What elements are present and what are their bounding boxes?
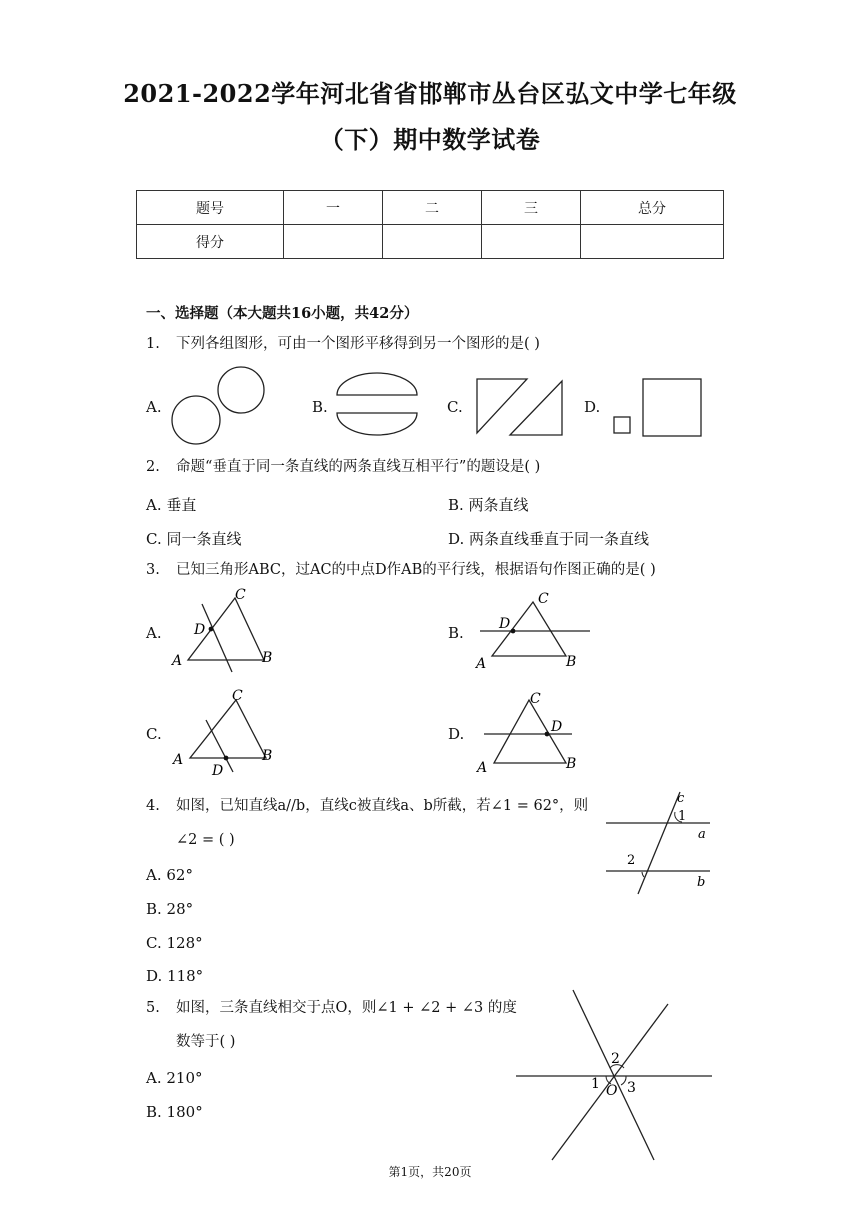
question-number: 2. <box>146 459 160 475</box>
angle-3-arc <box>621 1076 626 1085</box>
section-heading: 一、选择题（本大题共16小题，共42分） <box>146 305 419 322</box>
diagonal-line-2 <box>552 1004 668 1160</box>
score-cell <box>383 225 482 259</box>
angle-2-arc <box>642 872 644 877</box>
question-number: 1. <box>146 336 160 352</box>
option-label: B. 28° <box>146 900 194 918</box>
triangle-abc <box>190 700 266 758</box>
score-table-score-row <box>137 225 724 259</box>
option-label: A. 210° <box>146 1069 203 1087</box>
score-header-cell: 总分 <box>581 191 724 225</box>
option-label: B. <box>448 624 464 642</box>
label-d: D <box>551 719 563 735</box>
page-footer: 第1页，共20页 <box>388 1165 472 1179</box>
label-d: D <box>194 622 206 638</box>
q3-option-b-figure <box>472 586 594 676</box>
label-c: C <box>232 688 243 704</box>
q3-option-c-figure <box>170 686 282 778</box>
semicircle-shape <box>337 373 417 395</box>
option-label: D. <box>448 725 465 743</box>
question-text: 如图，已知直线a//b，直线c被直线a、b所截，若∠1 = 62°，则 <box>176 798 589 814</box>
label-a: A <box>477 760 488 776</box>
label-o: O <box>606 1083 618 1099</box>
question-number: 4. <box>146 798 160 814</box>
label-a: a <box>698 827 706 842</box>
label-angle-2: 2 <box>611 1051 620 1067</box>
label-b: b <box>697 875 706 890</box>
q3-option-a-figure <box>168 584 280 676</box>
question-text: 下列各组图形，可由一个图形平移得到另一个图形的是( ) <box>176 336 540 352</box>
label-d: D <box>212 763 224 778</box>
label-b: B <box>566 654 577 670</box>
point-d <box>511 629 516 634</box>
q1-option-b-figure <box>334 369 420 441</box>
label-a: A <box>173 752 184 768</box>
option-label: C. 同一条直线 <box>146 530 242 548</box>
label-b: B <box>566 756 577 772</box>
question-number: 5. <box>146 1000 160 1016</box>
score-header-cell: 一 <box>284 191 383 225</box>
question-text-cont: ∠2 = ( ) <box>176 832 235 848</box>
label-angle-1: 1 <box>678 809 687 824</box>
option-label: A. 62° <box>146 866 193 884</box>
label-angle-3: 3 <box>627 1080 636 1096</box>
label-a: A <box>172 653 183 669</box>
point-d <box>545 732 550 737</box>
label-b: B <box>262 650 273 666</box>
option-label: A. 垂直 <box>146 496 197 514</box>
option-label: C. 128° <box>146 934 203 952</box>
option-label: B. 180° <box>146 1103 203 1121</box>
score-cell <box>581 225 724 259</box>
q4-figure <box>600 788 716 896</box>
constructed-line <box>202 604 232 672</box>
score-cell <box>482 225 581 259</box>
score-table <box>136 190 724 259</box>
large-square-shape <box>643 379 701 436</box>
score-header-cell: 三 <box>482 191 581 225</box>
small-square-shape <box>614 417 630 433</box>
label-a: A <box>476 656 487 672</box>
option-label: D. <box>584 398 601 416</box>
semicircle-shape <box>337 413 417 435</box>
point-d <box>224 756 229 761</box>
label-angle-1: 1 <box>591 1076 600 1092</box>
label-d: D <box>499 616 511 632</box>
question-number: 3. <box>146 562 160 578</box>
option-label: C. <box>447 398 463 416</box>
score-row-label: 得分 <box>137 225 284 259</box>
q1-option-c-figure <box>474 376 566 440</box>
label-c: c <box>677 791 685 806</box>
label-c: C <box>235 587 246 603</box>
score-header-cell: 题号 <box>137 191 284 225</box>
score-header-cell: 二 <box>383 191 482 225</box>
q3-option-d-figure <box>472 686 594 778</box>
option-label: A. <box>146 398 162 416</box>
circle-shape <box>218 367 264 413</box>
option-label: A. <box>146 624 162 642</box>
question-text: 已知三角形ABC，过AC的中点D作AB的平行线，根据语句作图正确的是( ) <box>176 562 656 578</box>
circle-shape <box>172 396 220 444</box>
option-label: D. 118° <box>146 967 204 985</box>
label-c: C <box>538 591 549 607</box>
question-text: 如图，三条直线相交于点O，则∠1 + ∠2 + ∠3 的度 <box>176 1000 517 1016</box>
diagonal-line-1 <box>573 990 654 1160</box>
option-label: B. <box>312 398 328 416</box>
option-label: D. 两条直线垂直于同一条直线 <box>448 530 650 548</box>
score-table-header-row <box>137 191 724 225</box>
line-c <box>638 792 680 894</box>
q1-option-a-figure <box>165 362 270 450</box>
score-cell <box>284 225 383 259</box>
label-b: B <box>262 748 273 764</box>
point-d <box>209 627 214 632</box>
q1-option-d-figure <box>610 376 706 440</box>
exam-title-line2: （下）期中数学试卷 <box>319 125 541 154</box>
exam-title-line1: 2021-2022学年河北省省邯郸市丛台区弘文中学七年级 <box>123 79 737 108</box>
question-text-cont: 数等于( ) <box>176 1034 236 1050</box>
option-label: C. <box>146 725 162 743</box>
question-text: 命题“垂直于同一条直线的两条直线互相平行”的题设是( ) <box>176 459 541 475</box>
q5-figure <box>514 988 714 1162</box>
option-label: B. 两条直线 <box>448 496 529 514</box>
label-angle-2: 2 <box>627 853 636 868</box>
label-c: C <box>530 691 541 707</box>
